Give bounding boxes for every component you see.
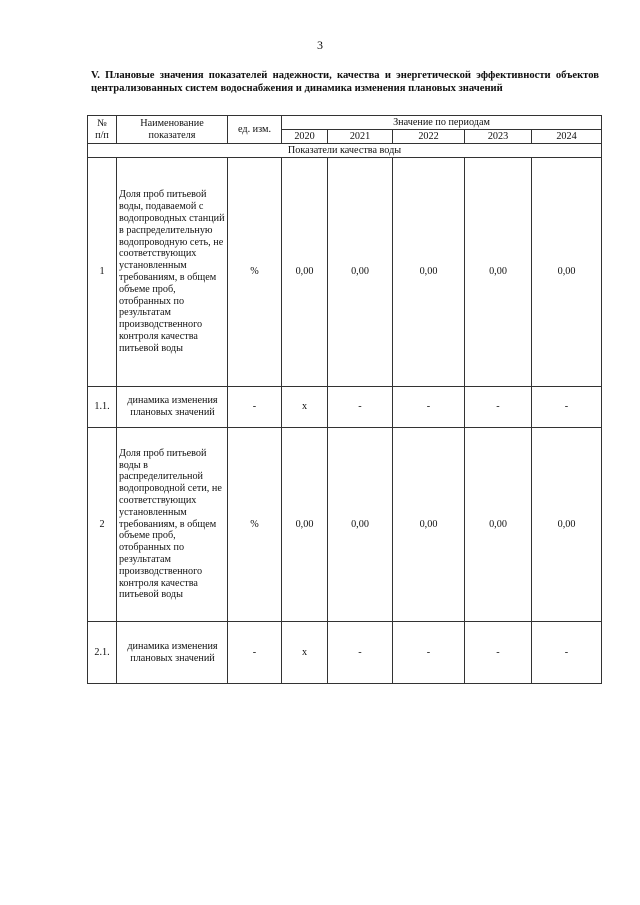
header-year: 2023 xyxy=(465,130,532,144)
row-value: 0,00 xyxy=(465,428,532,622)
row-number: 1 xyxy=(88,158,117,387)
header-year: 2022 xyxy=(393,130,465,144)
indicators-table xyxy=(87,115,602,684)
row-value: - xyxy=(393,387,465,428)
row-name: динамика изменения плановых значений xyxy=(117,622,228,684)
row-name: Доля проб питьевой воды, подаваемой с водопроводных станций в распределительную водопроводную сеть, не соответствующих установленным требованиям, в общем объеме проб, отобранных по результатам производственного контроля качества питьевой воды xyxy=(117,158,228,387)
table-row xyxy=(88,428,602,622)
row-value: - xyxy=(465,387,532,428)
row-unit: % xyxy=(228,158,282,387)
row-value: 0,00 xyxy=(393,158,465,387)
section-heading: V. Плановые значения показателей надежности, качества и энергетической эффективности объектов централизованных систем водоснабжения и динамика изменения плановых значений xyxy=(91,70,599,94)
table-row xyxy=(88,387,602,428)
section-title: Показатели качества воды xyxy=(88,144,602,158)
row-value: 0,00 xyxy=(328,158,393,387)
header-number: № п/п xyxy=(88,116,117,144)
header-year: 2021 xyxy=(328,130,393,144)
row-unit: - xyxy=(228,622,282,684)
row-number: 2 xyxy=(88,428,117,622)
row-name: Доля проб питьевой воды в распределительной водопроводной сети, не соответствующих установленным требованиям, в общем объеме проб, отобранных по результатам производственного контроля качества питьевой воды xyxy=(117,428,228,622)
header-name: Наименование показателя xyxy=(117,116,228,144)
row-unit: - xyxy=(228,387,282,428)
table-row xyxy=(88,158,602,387)
header-year: 2024 xyxy=(532,130,602,144)
row-value: х xyxy=(282,387,328,428)
header-year: 2020 xyxy=(282,130,328,144)
row-value: х xyxy=(282,622,328,684)
row-value: 0,00 xyxy=(328,428,393,622)
row-value: 0,00 xyxy=(465,158,532,387)
section-row xyxy=(88,144,602,158)
row-value: 0,00 xyxy=(282,158,328,387)
row-value: 0,00 xyxy=(532,428,602,622)
row-value: - xyxy=(465,622,532,684)
row-value: - xyxy=(532,387,602,428)
row-value: - xyxy=(328,387,393,428)
row-unit: % xyxy=(228,428,282,622)
row-number: 1.1. xyxy=(88,387,117,428)
row-value: - xyxy=(328,622,393,684)
row-value: 0,00 xyxy=(532,158,602,387)
row-value: - xyxy=(393,622,465,684)
header-row-1 xyxy=(88,116,602,130)
row-name: динамика изменения плановых значений xyxy=(117,387,228,428)
row-number: 2.1. xyxy=(88,622,117,684)
table-row xyxy=(88,622,602,684)
row-value: 0,00 xyxy=(282,428,328,622)
row-value: 0,00 xyxy=(393,428,465,622)
row-value: - xyxy=(532,622,602,684)
header-unit: ед. изм. xyxy=(228,116,282,144)
page-number: 3 xyxy=(317,38,323,52)
header-period: Значение по периодам xyxy=(282,116,602,130)
